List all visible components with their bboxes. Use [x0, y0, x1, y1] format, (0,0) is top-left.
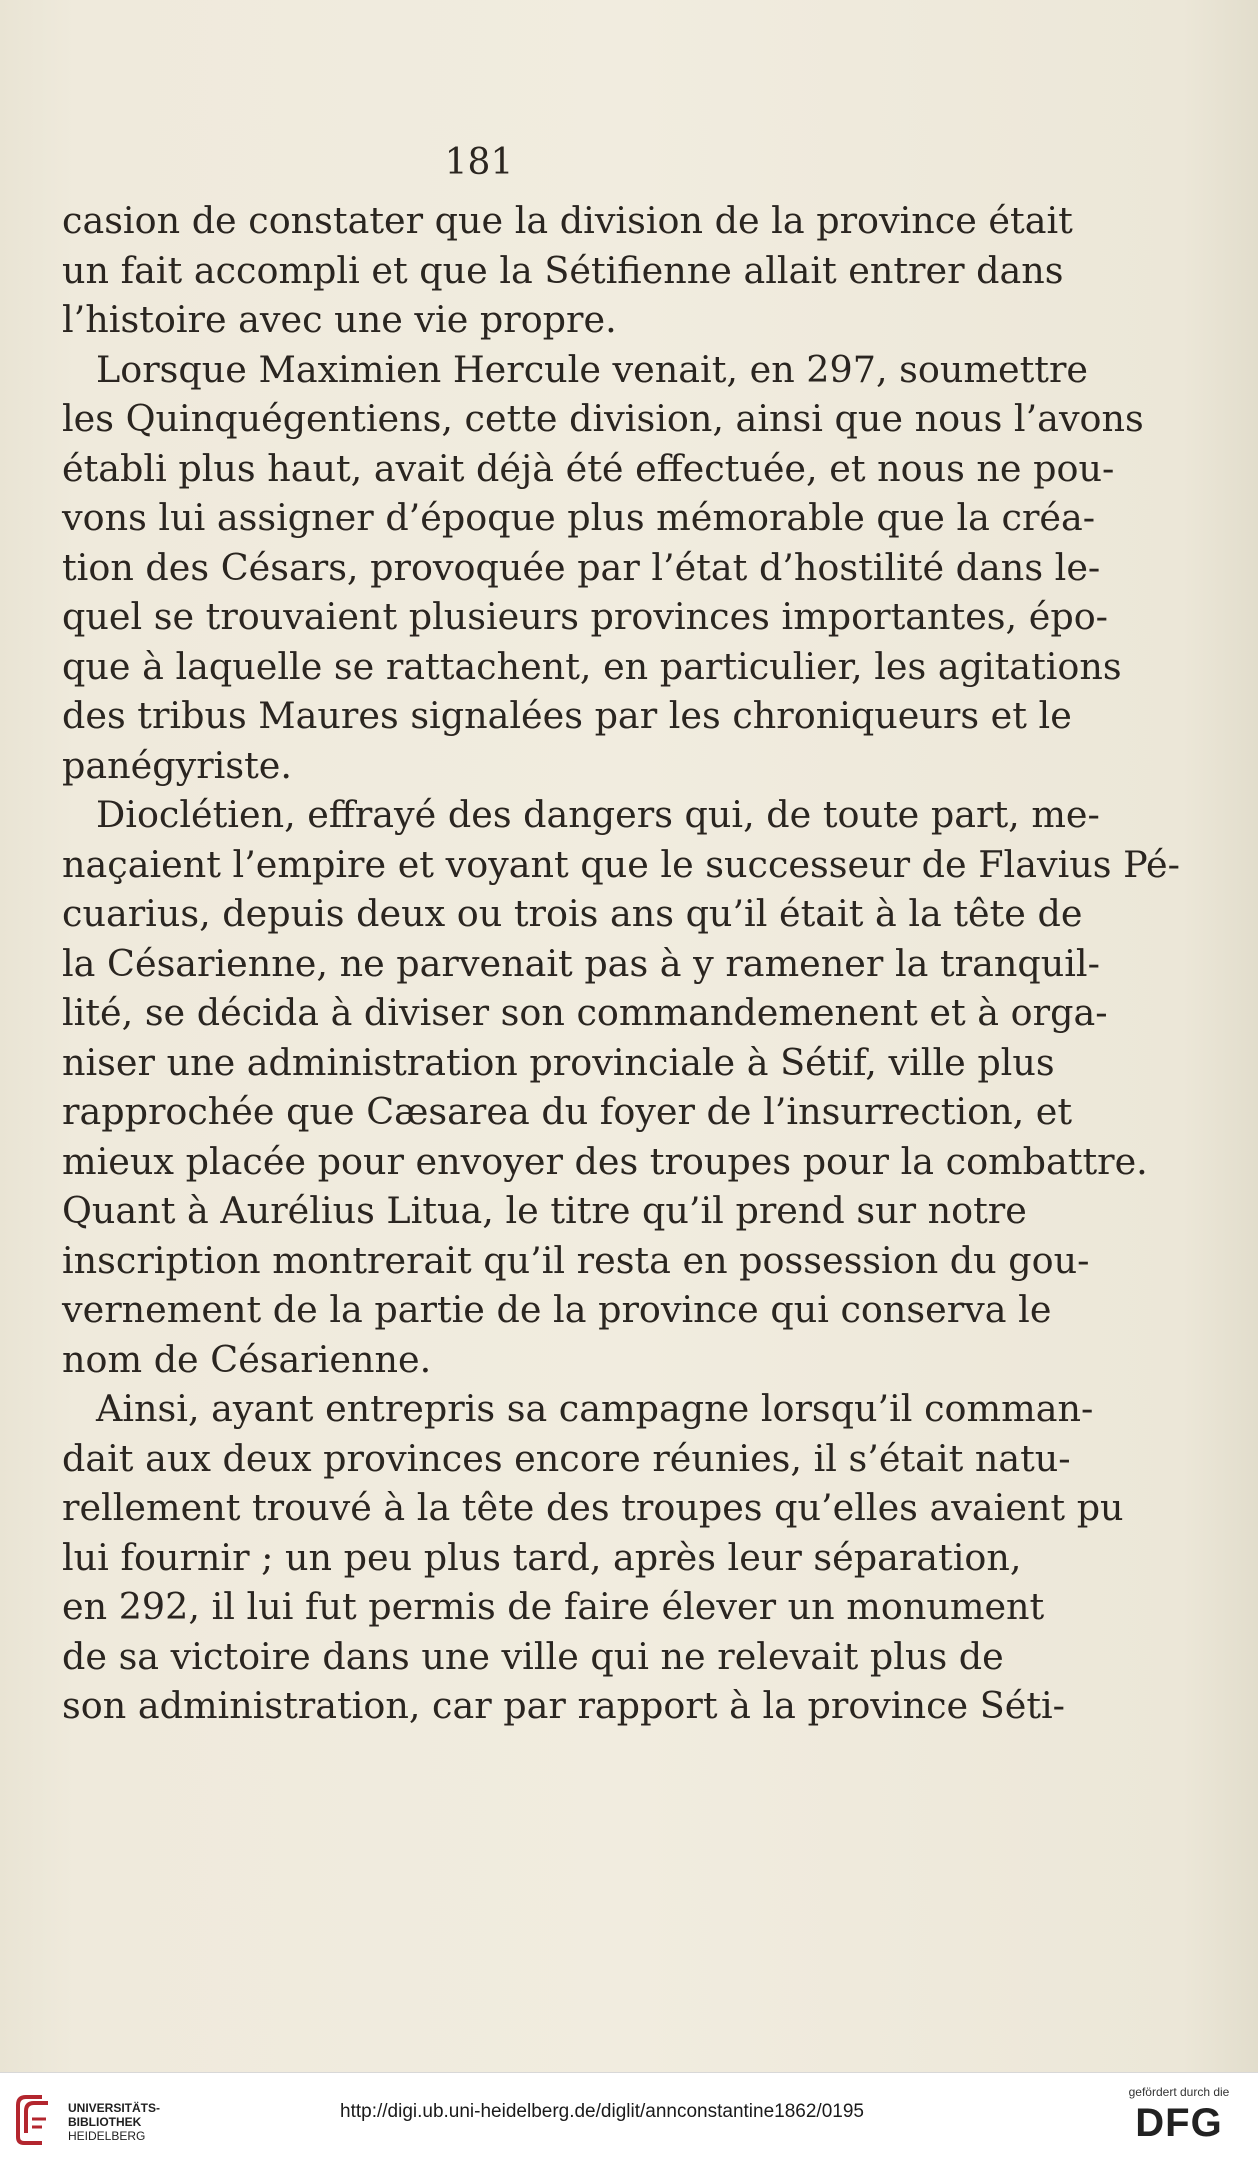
text-line: lité, se décida à diviser son commandemenent et à orga- [62, 991, 1108, 1034]
dfg-logo: DFG [1135, 2101, 1223, 2145]
text-line: vernement de la partie de la province qui conserva le [62, 1288, 1052, 1331]
text-line: Lorsque Maximien Hercule venait, en 297, soumettre [96, 347, 1088, 391]
text-line: de sa victoire dans une ville qui ne relevait plus de [62, 1634, 1004, 1678]
text-line: vons lui assigner d’époque plus mémorable que la créa- [62, 496, 1096, 539]
text-line: casion de constater que la division de la province était [62, 199, 1073, 242]
text-line: des tribus Maures signalées par les chroniqueurs et le [62, 694, 1072, 737]
page-number: 181 [444, 142, 514, 183]
text-line: naçaient l’empire et voyant que le successeur de Flavius Pé- [62, 842, 1180, 886]
text-line: nom de Césarienne. [62, 1337, 432, 1381]
library-name-line: HEIDELBERG [68, 2129, 146, 2143]
text-line: rellement trouvé à la tête des troupes qu’elles avaient pu [62, 1486, 1124, 1529]
text-line: les Quinquégentiens, cette division, ainsi que nous l’avons [62, 397, 1144, 440]
library-name-line: UNIVERSITÄTS- [68, 2101, 161, 2115]
text-line: niser une administration provinciale à Sétif, ville plus [62, 1040, 1055, 1084]
text-line: en 292, il lui fut permis de faire élever un monument [62, 1585, 1045, 1628]
funding-caption: gefördert durch die [1128, 2085, 1230, 2099]
text-line: tion des Césars, provoquée par l’état d’hostilité dans le- [62, 545, 1101, 589]
text-line: Dioclétien, effrayé des dangers qui, de toute part, me- [96, 793, 1100, 836]
text-line: que à laquelle se rattachent, en particulier, les agitations [62, 644, 1122, 688]
text-line: quel se trouvaient plusieurs provinces importantes, épo- [62, 595, 1109, 638]
library-name-line: BIBLIOTHEK [68, 2115, 142, 2129]
text-line: inscription montrerait qu’il resta en possession du gou- [62, 1238, 1090, 1282]
ub-heidelberg-logo-icon [12, 2093, 56, 2147]
library-name [68, 2101, 160, 2143]
text-line: mieux placée pour envoyer des troupes pour la combattre. [62, 1139, 1148, 1183]
dfg-funding[interactable] [1114, 2085, 1244, 2155]
text-line: Ainsi, ayant entrepris sa campagne lorsqu’il comman- [96, 1387, 1094, 1430]
text-line: la Césarienne, ne parvenait pas à y ramener la tranquil- [62, 941, 1100, 985]
permalink-url[interactable]: http://digi.ub.uni-heidelberg.de/diglit/annconstantine1862/0195 [340, 2101, 864, 2122]
text-line: établi plus haut, avait déjà été effectuée, et nous ne pou- [62, 446, 1115, 490]
text-line: l’histoire avec une vie propre. [62, 298, 617, 341]
text-line: panégyriste. [62, 743, 292, 787]
text-line: Quant à Aurélius Litua, le titre qu’il prend sur notre [62, 1189, 1027, 1232]
text-line: cuarius, depuis deux ou trois ans qu’il était à la tête de [62, 892, 1083, 935]
library-logo[interactable] [12, 2087, 182, 2151]
text-line: rapprochée que Cæsarea du foyer de l’insurrection, et [62, 1090, 1073, 1133]
text-line: dait aux deux provinces encore réunies, il s’était natu- [62, 1436, 1071, 1480]
text-line: lui fournir ; un peu plus tard, après leur séparation, [62, 1535, 1022, 1579]
text-line: son administration, car par rapport à la province Séti- [62, 1684, 1066, 1727]
viewer-footer [0, 2072, 1258, 2163]
body-text [62, 196, 1180, 1731]
text-line: un fait accompli et que la Sétifienne allait entrer dans [62, 248, 1064, 292]
